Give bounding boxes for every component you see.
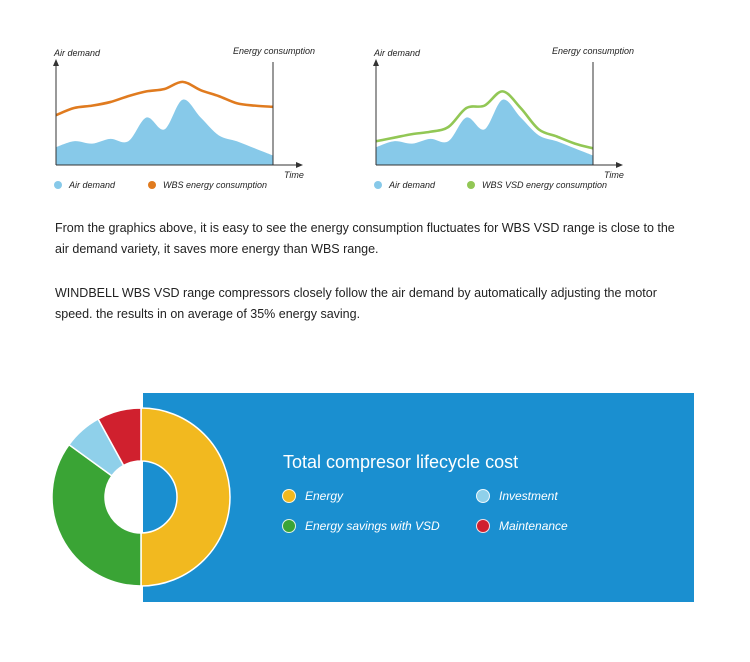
- legend-swatch-maintenance: [476, 519, 490, 533]
- chart-wbs-vsd: [0, 0, 660, 200]
- lifecycle-title: Total compresor lifecycle cost: [283, 452, 519, 472]
- legend-label-wbs-vsd-energy: WBS VSD energy consumption: [482, 180, 608, 190]
- legend-swatch-wbs-vsd-energy: [467, 181, 475, 189]
- donut-slice-energy-savings: [52, 445, 141, 586]
- chart-wbs-vsd-series-air-demand-area: [376, 99, 593, 165]
- legend-label-air-demand: Air demand: [69, 180, 116, 190]
- donut-slice-maintenance: [98, 408, 141, 465]
- paragraph-savings: WINDBELL WBS VSD range compressors closely follow the air demand by automatically adjusting the motor speed. the results in on average of 35% energy saving.: [55, 286, 657, 321]
- legend-label-maintenance: Maintenance: [499, 519, 568, 533]
- legend-swatch-air-demand-2: [374, 181, 382, 189]
- chart-wbs-vsd-y-axis-arrow: [373, 59, 379, 66]
- legend-swatch-energy: [282, 489, 296, 503]
- chart-wbs-vsd-ylabel: Air demand: [374, 48, 421, 58]
- legend-item-wbs-vsd-energy: [467, 180, 607, 190]
- legend-label-wbs-energy: WBS energy consumption: [163, 180, 268, 190]
- legend-swatch-energy-savings: [282, 519, 296, 533]
- chart-wbs-xlabel: Time: [284, 170, 304, 180]
- legend-label-energy: Energy: [305, 489, 344, 503]
- legend-label-air-demand-2: Air demand: [389, 180, 436, 190]
- legend-item-energy: [282, 489, 343, 503]
- legend-item-energy-savings: [282, 519, 440, 533]
- chart-wbs-right-label: Energy consumption: [233, 46, 316, 56]
- legend-item-maintenance: [476, 519, 568, 533]
- legend-item-investment: [476, 489, 558, 503]
- legend-label-investment: Investment: [499, 489, 558, 503]
- legend-label-energy-savings: Energy savings with VSD: [305, 519, 440, 533]
- lifecycle-panel: [143, 393, 694, 602]
- chart-wbs-vsd-xlabel: Time: [604, 170, 624, 180]
- chart-wbs-vsd-svg: [0, 0, 660, 200]
- legend-item-air-demand-2: [374, 180, 435, 190]
- chart-wbs-vsd-x-axis-arrow: [616, 162, 623, 168]
- chart-wbs-vsd-right-label: Energy consumption: [552, 46, 635, 56]
- paragraph-comparison: From the graphics above, it is easy to see the energy consumption fluctuates for WBS VSD range is close to the air demand variety, it saves more energy than WBS range.: [55, 221, 675, 256]
- chart-wbs-ylabel: Air demand: [54, 48, 101, 58]
- legend-swatch-investment: [476, 489, 490, 503]
- donut-slice-investment: [69, 419, 124, 476]
